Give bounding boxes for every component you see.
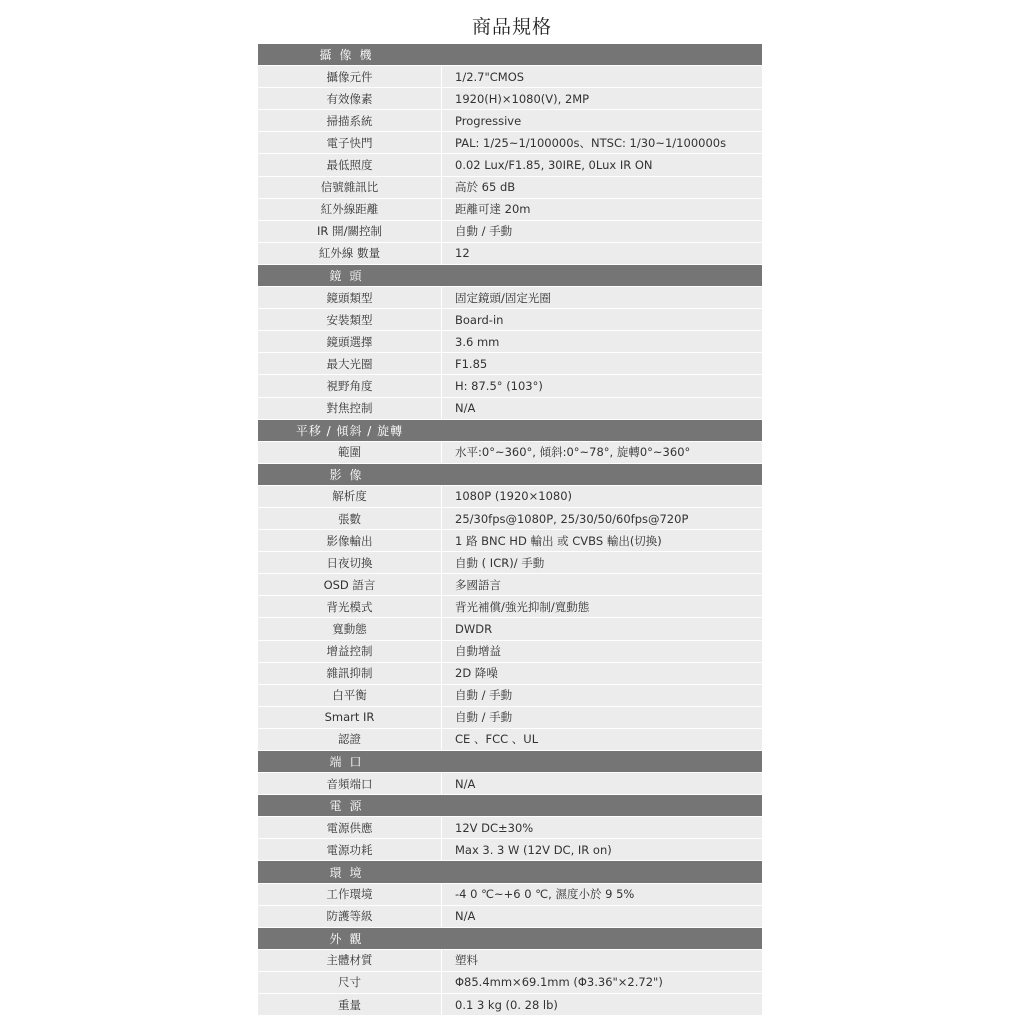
section-header	[258, 420, 762, 442]
spec-row	[258, 221, 762, 243]
spec-row	[258, 88, 762, 110]
spec-row	[258, 530, 762, 552]
spec-row	[258, 309, 762, 331]
section-label: 環境	[329, 865, 370, 880]
spec-key: 有效像素	[258, 88, 442, 109]
spec-key: 重量	[258, 994, 442, 1015]
spec-value: 多國語言	[455, 577, 501, 592]
section-header	[258, 928, 762, 950]
spec-key: 對焦控制	[258, 398, 442, 419]
spec-key: 防護等級	[258, 906, 442, 927]
spec-row	[258, 773, 762, 795]
spec-key: 認證	[258, 729, 442, 750]
spec-row	[258, 199, 762, 221]
spec-value: 固定鏡頭/固定光圈	[455, 290, 551, 305]
spec-row	[258, 353, 762, 375]
spec-key: 主體材質	[258, 950, 442, 971]
spec-value: 距離可達 20m	[455, 202, 531, 217]
spec-key: 鏡頭類型	[258, 287, 442, 308]
spec-row	[258, 177, 762, 199]
spec-row	[258, 508, 762, 530]
spec-value: 自動 / 手動	[455, 224, 513, 239]
spec-key: 尺寸	[258, 972, 442, 993]
section-label: 攝像機	[319, 48, 380, 63]
spec-value: 背光補償/強光抑制/寬動態	[455, 599, 590, 614]
spec-row	[258, 486, 762, 508]
section-label: 平移 / 傾斜 / 旋轉	[295, 423, 404, 438]
spec-key: 視野角度	[258, 375, 442, 396]
spec-key: 安裝類型	[258, 309, 442, 330]
spec-value: 水平:0°~360°, 傾斜:0°~78°, 旋轉0°~360°	[455, 445, 691, 460]
spec-key: 寬動態	[258, 618, 442, 639]
spec-row	[258, 729, 762, 751]
section-header	[258, 861, 762, 883]
spec-value: Max 3. 3 W (12V DC, IR on)	[455, 842, 612, 857]
spec-row	[258, 552, 762, 574]
spec-value: N/A	[455, 776, 476, 791]
spec-value: 2D 降噪	[455, 666, 498, 681]
spec-value: 高於 65 dB	[455, 180, 516, 195]
spec-row	[258, 110, 762, 132]
spec-row	[258, 817, 762, 839]
section-header	[258, 44, 762, 66]
spec-key: Smart IR	[258, 707, 442, 728]
spec-value: 25/30fps@1080P, 25/30/50/60fps@720P	[455, 511, 689, 526]
spec-key: 白平衡	[258, 685, 442, 706]
spec-value: 塑料	[455, 953, 478, 968]
spec-value: 自動 ( ICR)/ 手動	[455, 555, 545, 570]
spec-key: 背光模式	[258, 596, 442, 617]
spec-row	[258, 66, 762, 88]
spec-key: 鏡頭選擇	[258, 331, 442, 352]
spec-row	[258, 972, 762, 994]
spec-key: 紅外線 數量	[258, 243, 442, 264]
section-label: 電源	[329, 799, 370, 814]
spec-value: 0.1 3 kg (0. 28 lb)	[455, 997, 558, 1012]
spec-key: 增益控制	[258, 641, 442, 662]
section-label: 端口	[329, 755, 370, 770]
spec-row	[258, 375, 762, 397]
spec-row	[258, 132, 762, 154]
spec-key: 信號雜訊比	[258, 177, 442, 198]
spec-value: 1/2.7"CMOS	[455, 69, 525, 84]
spec-row	[258, 707, 762, 729]
section-label: 影像	[329, 467, 370, 482]
section-header	[258, 265, 762, 287]
spec-value: H: 87.5° (103°)	[455, 378, 543, 393]
spec-value: Board-in	[455, 312, 504, 327]
spec-row	[258, 287, 762, 309]
spec-row	[258, 154, 762, 176]
spec-row	[258, 618, 762, 640]
section-header	[258, 795, 762, 817]
spec-value: -4 0 ℃~+6 0 ℃, 濕度小於 9 5%	[455, 887, 635, 902]
spec-key: 攝像元件	[258, 66, 442, 87]
spec-value: 1920(H)×1080(V), 2MP	[455, 91, 590, 106]
spec-key: 影像輸出	[258, 530, 442, 551]
section-label: 鏡頭	[329, 268, 370, 283]
spec-value: 自動 / 手動	[455, 710, 513, 725]
spec-value: 0.02 Lux/F1.85, 30IRE, 0Lux IR ON	[455, 158, 653, 173]
spec-key: 雜訊抑制	[258, 663, 442, 684]
spec-value: F1.85	[455, 356, 488, 371]
spec-key: 張數	[258, 508, 442, 529]
spec-key: 掃描系統	[258, 110, 442, 131]
spec-value: N/A	[455, 909, 476, 924]
spec-key: 最低照度	[258, 154, 442, 175]
spec-row	[258, 641, 762, 663]
spec-value: PAL: 1/25~1/100000s、NTSC: 1/30~1/100000s	[455, 135, 727, 150]
spec-value: 12	[455, 246, 470, 261]
spec-value: 3.6 mm	[455, 334, 500, 349]
spec-value: DWDR	[455, 621, 493, 636]
spec-row	[258, 884, 762, 906]
spec-row	[258, 663, 762, 685]
spec-key: IR 開/關控制	[258, 221, 442, 242]
spec-row	[258, 442, 762, 464]
spec-key: 紅外線距離	[258, 199, 442, 220]
spec-value: 1080P (1920×1080)	[455, 489, 572, 504]
spec-key: 電源功耗	[258, 839, 442, 860]
spec-key: 音頻端口	[258, 773, 442, 794]
section-label: 外觀	[329, 931, 370, 946]
spec-key: OSD 語言	[258, 574, 442, 595]
section-header	[258, 751, 762, 773]
spec-row	[258, 331, 762, 353]
section-header	[258, 464, 762, 486]
spec-value: CE 、FCC 、UL	[455, 732, 539, 747]
spec-row	[258, 685, 762, 707]
spec-row	[258, 950, 762, 972]
spec-key: 解析度	[258, 486, 442, 507]
spec-value: Progressive	[455, 113, 522, 128]
spec-value: 12V DC±30%	[455, 820, 534, 835]
spec-value: 自動增益	[455, 644, 501, 659]
spec-row	[258, 398, 762, 420]
page-title: 商品規格	[471, 16, 552, 38]
spec-row	[258, 243, 762, 265]
spec-key: 範圍	[258, 442, 442, 463]
spec-value: 自動 / 手動	[455, 688, 513, 703]
spec-value: 1 路 BNC HD 輸出 或 CVBS 輸出(切換)	[455, 533, 662, 548]
spec-row	[258, 596, 762, 618]
spec-key: 日夜切換	[258, 552, 442, 573]
spec-row	[258, 994, 762, 1016]
spec-key: 電源供應	[258, 817, 442, 838]
spec-table	[258, 44, 762, 1016]
spec-key: 工作環境	[258, 884, 442, 905]
spec-value: N/A	[455, 401, 476, 416]
spec-key: 電子快門	[258, 132, 442, 153]
spec-row	[258, 839, 762, 861]
spec-value: Φ85.4mm×69.1mm (Φ3.36"×2.72")	[455, 975, 663, 990]
spec-key: 最大光圈	[258, 353, 442, 374]
spec-row	[258, 574, 762, 596]
spec-row	[258, 906, 762, 928]
